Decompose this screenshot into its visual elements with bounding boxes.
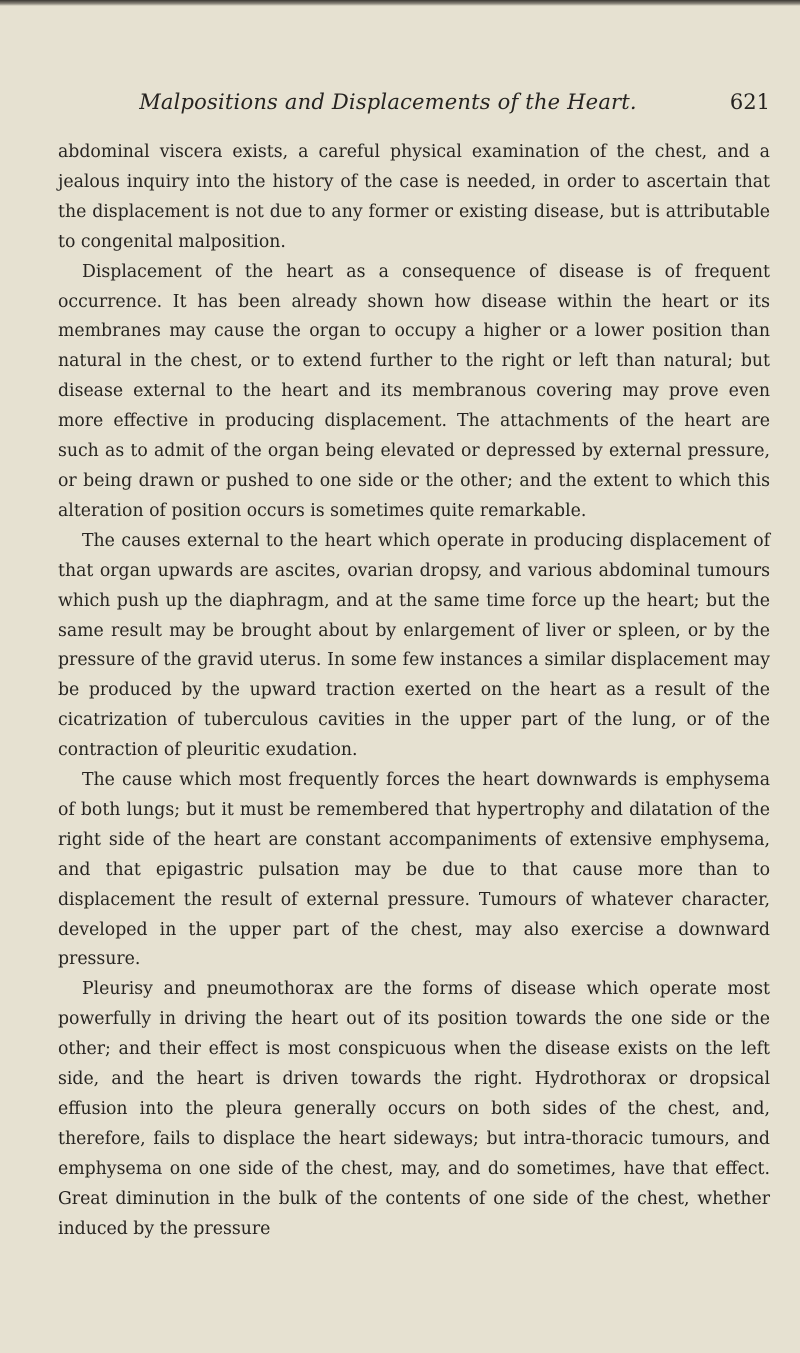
paragraph-lateral-causes: Pleurisy and pneumothorax are the forms of disease which operate most powerfully in driving the heart out of its position towards the one side or the other; and their effect is most conspicuous when the disease exists on the left side, and the heart is driven towards the right. Hydrothorax or dropsical effusion into the pleura generally occurs on both sides of the chest, and, therefore, fails to displace the heart sideways; but intra-thoracic tumours, and emphysema on one side of the chest, may, and do sometimes, have that effect. Great diminution in the bulk of the contents of one side of the chest, whether induced by the pressure	[58, 979, 770, 1239]
paragraph-displacement-disease: Displacement of the heart as a consequence of disease is of frequent occurrence. It has been already shown how disease within the heart or its membranes may cause the organ to occupy a higher or a lower position than natural in the chest, or to extend further to the right or left than natural; but disease external to the heart and its membranous covering may prove even more effective in producing displacement. The attachments of the heart are such as to admit of the organ being elevated or depressed by external pressure, or being drawn or pushed to one side or the other; and the extent to which this alteration of position occurs is sometimes quite remarkable.	[58, 261, 770, 521]
page-top-edge	[0, 0, 800, 6]
paragraph-upward-causes: The causes external to the heart which operate in producing displacement of that organ upwards are ascites, ovarian dropsy, and various abdominal tumours which push up the diaphragm, and at the same time force up the heart; but the same result may be brought about by enlargement of liver or spleen, or by the pressure of the gravid uterus. In some few instances a similar displacement may be produced by the upward traction exerted on the heart as a result of the cicatrization of tuberculous cavities in the upper part of the lung, or of the contraction of pleuritic exudation.	[58, 530, 770, 761]
paragraph-downward-causes: The cause which most frequently forces the heart downwards is emphysema of both lungs; but it must be remembered that hypertrophy and dilatation of the right side of the heart are constant accompaniments of extensive emphysema, and that epigastric pulsation may be due to that cause more than to displacement the result of external pressure. Tumours of whatever character, developed in the upper part of the chest, may also exercise a downward pressure.	[58, 770, 770, 970]
paragraph-continuation: abdominal viscera exists, a careful physical examination of the chest, and a jealous inquiry into the history of the case is needed, in order to ascertain that the displacement is not due to any former or existing disease, but is attributable to congenital malposition.	[58, 142, 770, 252]
running-header	[58, 86, 770, 122]
book-page	[58, 86, 770, 1245]
body-text	[58, 138, 770, 1245]
page-number: 621	[729, 90, 770, 114]
running-title: Malpositions and Displacements of the Heart.	[139, 90, 637, 114]
